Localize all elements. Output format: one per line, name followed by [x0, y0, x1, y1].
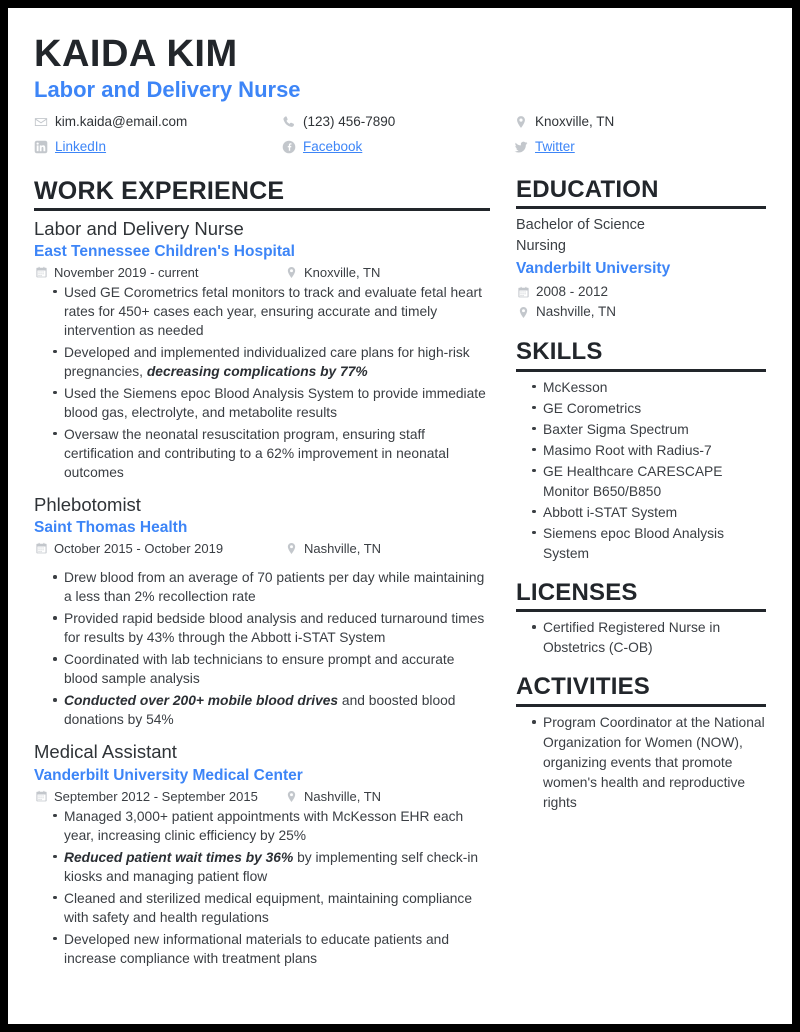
contact-facebook[interactable] — [282, 137, 514, 157]
calendar-icon — [516, 285, 530, 299]
list-item: Abbott i-STAT System — [532, 503, 766, 523]
contact-facebook-link[interactable]: Facebook — [303, 138, 363, 154]
job-dates-wrap — [34, 541, 284, 556]
skills-list — [516, 378, 766, 564]
job-dates-wrap — [34, 265, 284, 280]
section-education — [516, 177, 766, 323]
section-licenses — [516, 580, 766, 659]
bullet-item: Cleaned and sterilized medical equipment, maintaining compliance with safety and health regulations — [53, 889, 490, 927]
phone-icon — [282, 115, 296, 129]
envelope-icon — [34, 115, 48, 129]
bullet-item: Conducted over 200+ mobile blood drives and boosted blood donations by 54% — [53, 691, 490, 729]
education-dates: 2008 - 2012 — [536, 284, 609, 300]
resume-header — [34, 34, 766, 157]
job-meta — [34, 789, 490, 804]
bullet-item: Used GE Corometrics fetal monitors to track and evaluate fetal heart rates for 450+ cases each year, ensuring accurate and timely intervention as needed — [53, 283, 490, 340]
section-work-experience — [34, 177, 490, 968]
section-title-licenses: LICENSES — [516, 578, 638, 606]
section-divider — [516, 369, 766, 372]
education-field: Nursing — [516, 238, 566, 255]
list-item: McKesson — [532, 378, 766, 398]
job-entry — [34, 740, 490, 967]
location-pin-icon — [514, 115, 528, 129]
bullet-item: Coordinated with lab technicians to ensure prompt and accurate blood sample analysis — [53, 650, 490, 688]
bullet-item: Provided rapid bedside blood analysis and reduced turnaround times for results by 43% through the Abbott i-STAT System — [53, 609, 490, 647]
linkedin-icon — [34, 140, 48, 154]
list-item: Masimo Root with Radius-7 — [532, 441, 766, 461]
bullet-item: Drew blood from an average of 70 patients per day while maintaining a less than 2% recollection rate — [53, 568, 490, 606]
education-location-row — [516, 302, 766, 322]
bullet-item: Managed 3,000+ patient appointments with McKesson EHR each year, increasing clinic efficiency by 25% — [53, 807, 490, 845]
contact-twitter[interactable] — [514, 137, 766, 157]
job-dates: November 2019 - current — [54, 264, 199, 280]
job-meta — [34, 265, 490, 280]
education-organization: Vanderbilt University — [516, 260, 671, 278]
job-dates-wrap — [34, 789, 284, 804]
job-title: Phlebotomist — [34, 494, 141, 516]
job-meta — [34, 541, 490, 556]
job-entry — [34, 493, 490, 729]
job-location-wrap — [284, 789, 381, 804]
right-column — [516, 177, 766, 830]
list-item: Baxter Sigma Spectrum — [532, 420, 766, 440]
contact-twitter-link[interactable]: Twitter — [535, 138, 575, 154]
section-title-skills: SKILLS — [516, 337, 603, 365]
calendar-icon — [34, 265, 48, 279]
education-dates-row — [516, 282, 766, 302]
resume-body — [34, 177, 766, 979]
list-item: Siemens epoc Blood Analysis System — [532, 524, 766, 564]
location-pin-icon — [284, 265, 298, 279]
contact-phone — [282, 112, 514, 132]
job-location-wrap — [284, 541, 381, 556]
section-skills — [516, 339, 766, 564]
job-location: Nashville, TN — [304, 788, 382, 804]
list-item: GE Healthcare CARESCAPE Monitor B650/B850 — [532, 462, 766, 502]
section-divider — [516, 206, 766, 209]
left-column — [34, 177, 490, 979]
job-dates: October 2015 - October 2019 — [54, 541, 224, 557]
bullet-item: Used the Siemens epoc Blood Analysis System to provide immediate blood gas, electrolyte, and metabolite results — [53, 384, 490, 422]
contact-phone-label: (123) 456-7890 — [303, 114, 396, 130]
location-pin-icon — [516, 306, 530, 320]
section-title-education: EDUCATION — [516, 175, 659, 203]
facebook-icon — [282, 140, 296, 154]
job-organization: Vanderbilt University Medical Center — [34, 766, 303, 784]
contact-grid — [34, 112, 766, 156]
section-title-activities: ACTIVITIES — [516, 673, 651, 701]
location-pin-icon — [284, 542, 298, 556]
licenses-list — [516, 618, 766, 658]
location-pin-icon — [284, 789, 298, 803]
job-bullets — [34, 283, 490, 482]
bullet-item: Oversaw the neonatal resuscitation program, ensuring staff certification and contributing to a 62% improvement in neonatal outcomes — [53, 425, 490, 482]
twitter-icon — [514, 140, 528, 154]
section-divider — [516, 609, 766, 612]
contact-email-label: kim.kaida@email.com — [55, 114, 188, 130]
list-item: Program Coordinator at the National Organization for Women (NOW), organizing events that promote women's health and reproductive rights — [532, 713, 766, 813]
contact-location — [514, 112, 766, 132]
section-divider — [516, 704, 766, 707]
resume-page — [8, 8, 792, 1024]
contact-linkedin-link[interactable]: LinkedIn — [55, 138, 107, 154]
education-degree: Bachelor of Science — [516, 217, 645, 234]
candidate-role: Labor and Delivery Nurse — [34, 77, 301, 103]
job-title: Labor and Delivery Nurse — [34, 217, 244, 239]
bullet-item: Reduced patient wait times by 36% by implementing self check-in kiosks and managing patient flow — [53, 848, 490, 886]
job-bullets — [34, 568, 490, 729]
section-activities — [516, 674, 766, 813]
job-entry — [34, 217, 490, 483]
job-location: Nashville, TN — [304, 541, 382, 557]
job-organization: Saint Thomas Health — [34, 519, 188, 537]
bullet-item: Developed new informational materials to educate patients and increase compliance with treatment plans — [53, 930, 490, 968]
list-item: GE Corometrics — [532, 399, 766, 419]
education-location: Nashville, TN — [536, 304, 617, 320]
bullet-item: Developed and implemented individualized care plans for high-risk pregnancies, decreasing complications by 77% — [53, 343, 490, 381]
calendar-icon — [34, 542, 48, 556]
contact-email — [34, 112, 282, 132]
activities-list — [516, 713, 766, 813]
contact-linkedin[interactable] — [34, 137, 282, 157]
contact-location-label: Knoxville, TN — [535, 114, 615, 130]
calendar-icon — [34, 789, 48, 803]
job-organization: East Tennessee Children's Hospital — [34, 242, 295, 260]
section-divider — [34, 208, 490, 211]
list-item: Certified Registered Nurse in Obstetrics (C-OB) — [532, 618, 766, 658]
job-bullets — [34, 807, 490, 968]
job-dates: September 2012 - September 2015 — [54, 788, 258, 804]
job-location: Knoxville, TN — [304, 264, 381, 280]
candidate-name: KAIDA KIM — [34, 33, 238, 75]
job-location-wrap — [284, 265, 380, 280]
job-title: Medical Assistant — [34, 741, 177, 763]
section-title-work: WORK EXPERIENCE — [34, 176, 285, 205]
